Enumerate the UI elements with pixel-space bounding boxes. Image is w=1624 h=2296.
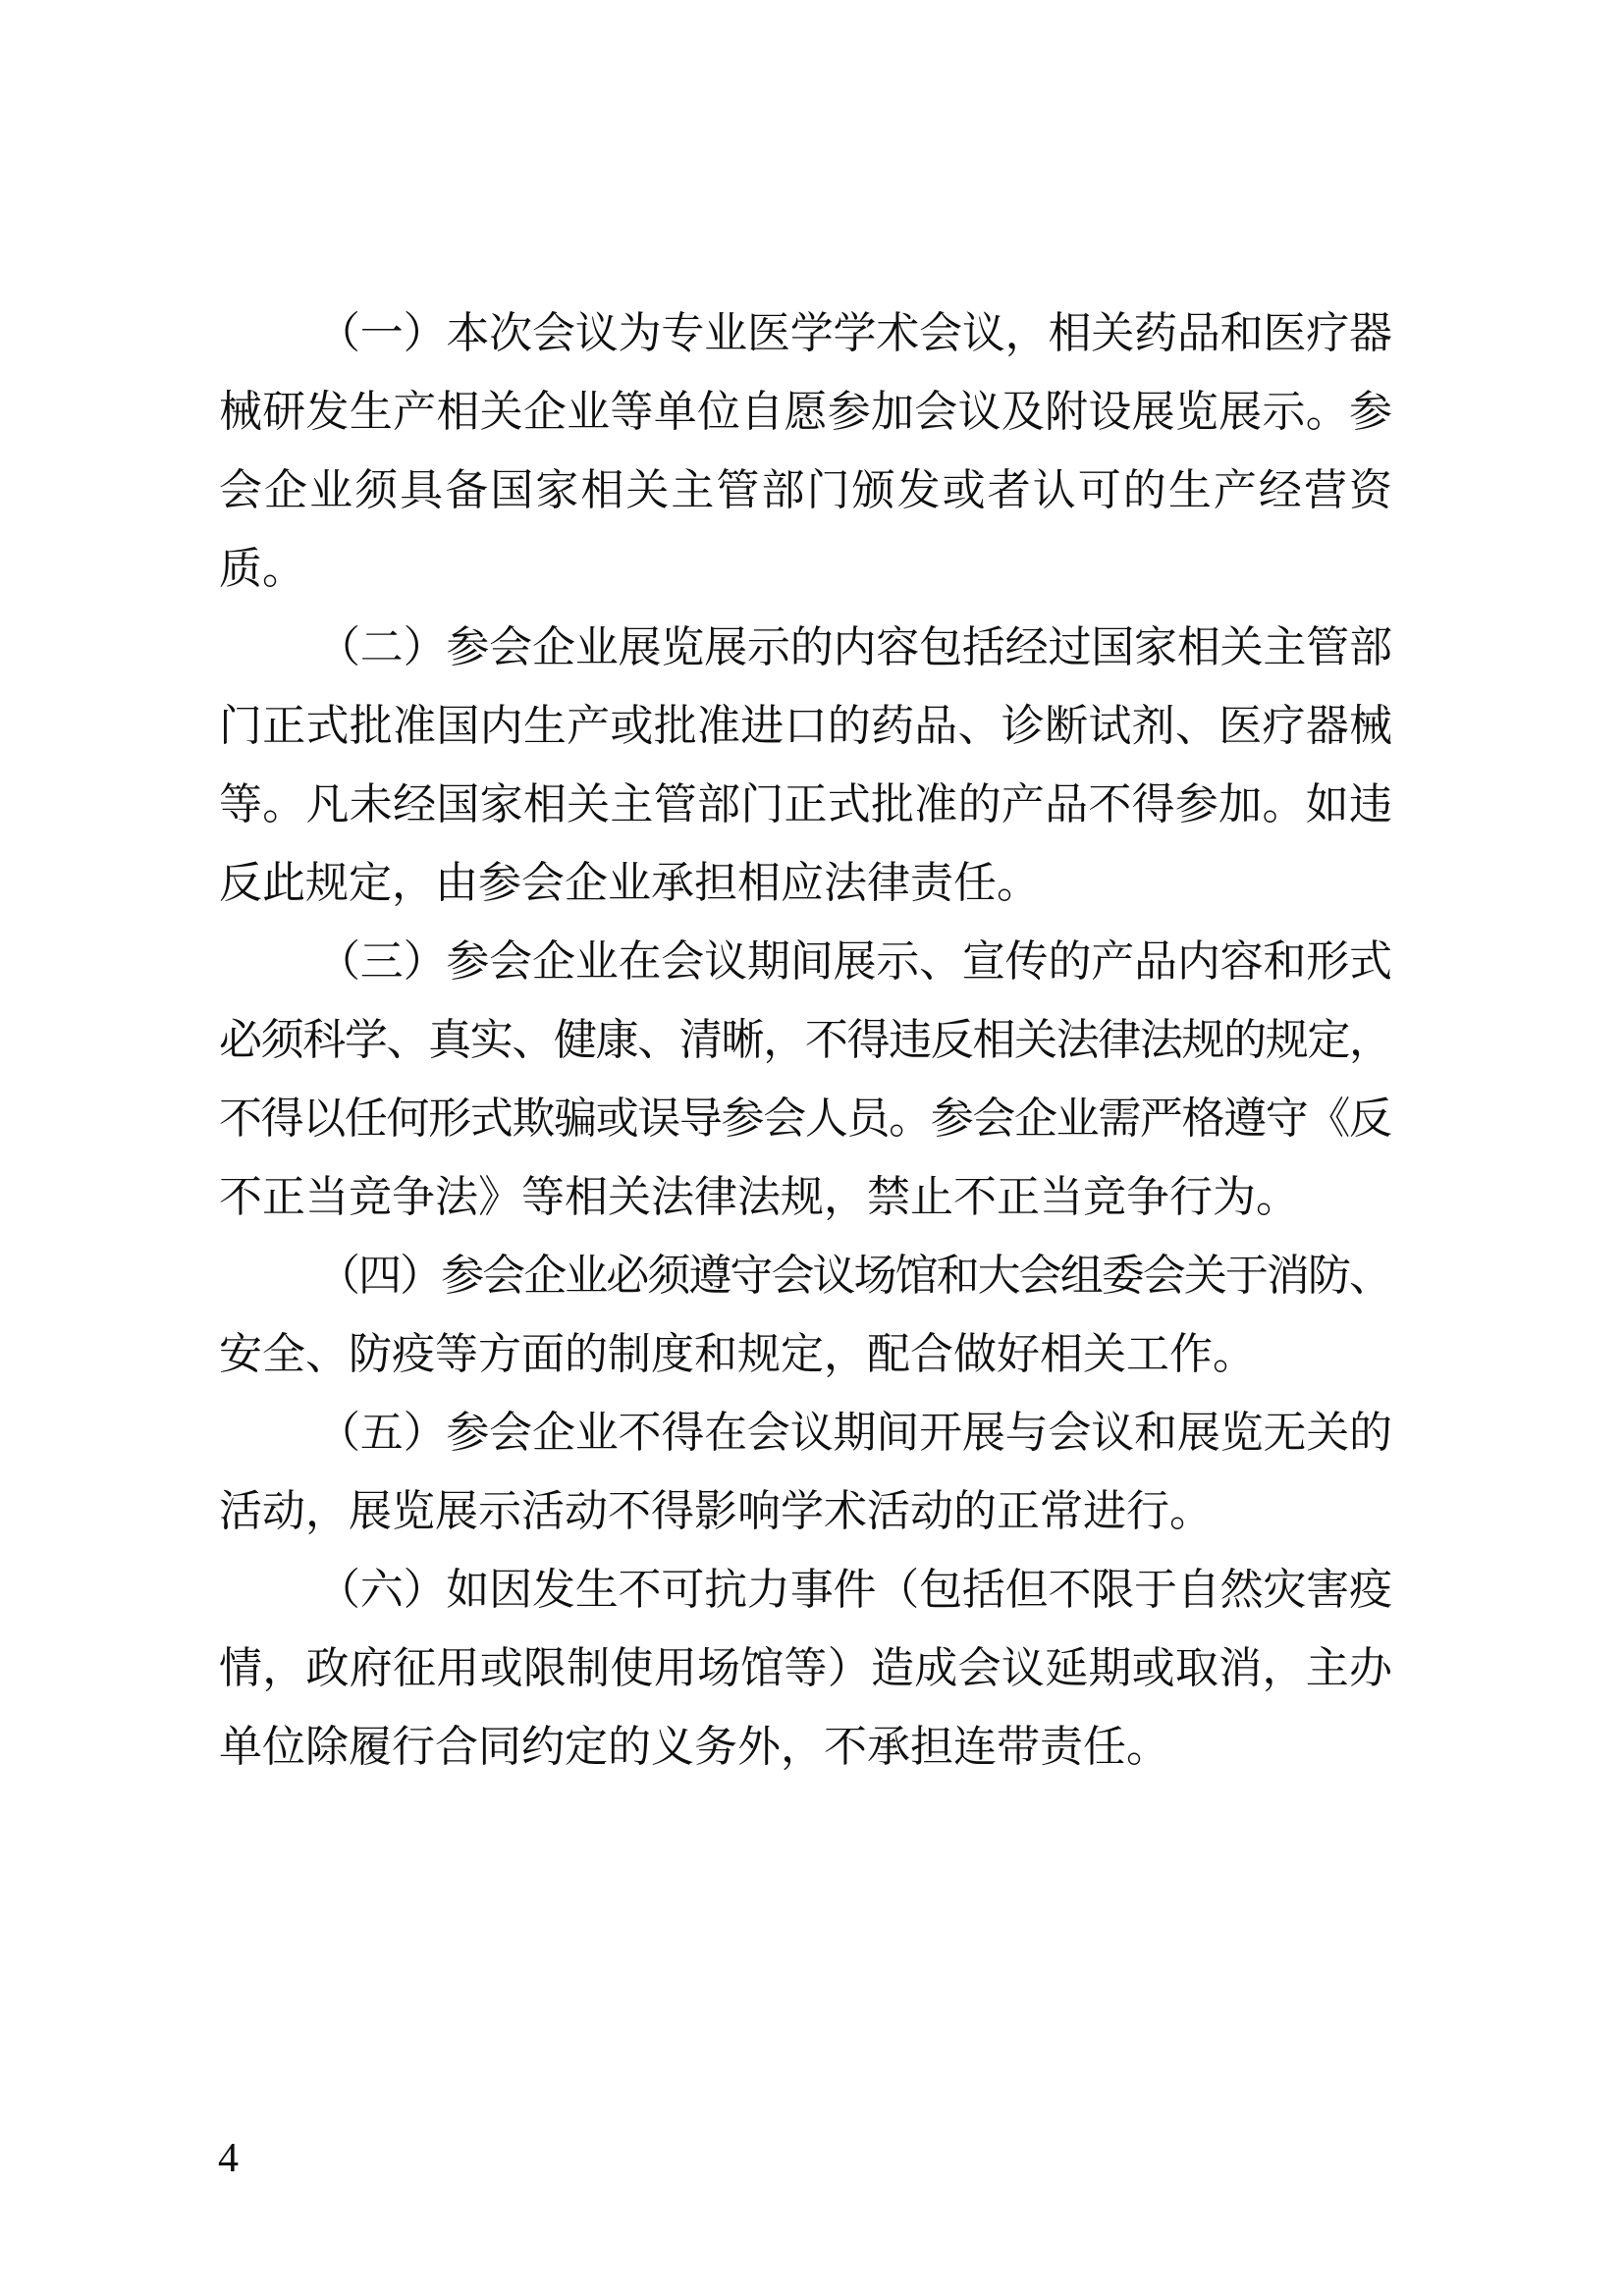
text-line-text: 情，政府征用或限制使用场馆等）造成会议延期或取消，主办 (219, 1644, 1393, 1692)
text-line-text: 等。凡未经国家相关主管部门正式批准的产品不得参加。如违 (219, 780, 1393, 828)
text-line-text: 单位除履行合同约定的义务外，不承担连带责任。 (219, 1723, 1169, 1771)
text-line (219, 1551, 1392, 1629)
text-line (219, 1629, 1392, 1708)
document-body (219, 294, 1395, 1787)
text-line-text: 不正当竞争法》等相关法律法规，禁止不正当竞争行为。 (219, 1173, 1299, 1221)
text-line (219, 1708, 1392, 1787)
text-line-text: 活动，展览展示活动不得影响学术活动的正常进行。 (219, 1487, 1213, 1535)
page-number: 4 (218, 2136, 239, 2181)
text-line-text: 安全、防疫等方面的制度和规定，配合做好相关工作。 (219, 1330, 1256, 1378)
text-line (219, 923, 1392, 1001)
text-line (219, 609, 1392, 687)
paragraph (219, 609, 1392, 923)
text-line (219, 1315, 1392, 1394)
text-line (219, 687, 1392, 766)
text-line-text: （五）参会企业不得在会议期间开展与会议和展览无关的 (317, 1409, 1392, 1457)
text-line-text: （二）参会企业展览展示的内容包括经过国家相关主管部 (317, 623, 1392, 671)
text-line-text: 必须科学、真实、健康、清晰，不得违反相关法律法规的规定， (219, 1016, 1391, 1064)
paragraph (219, 1551, 1392, 1787)
text-line-text: （一）本次会议为专业医学学术会议，相关药品和医疗器 (317, 309, 1392, 357)
text-line (219, 1472, 1392, 1551)
text-line-text: （四）参会企业必须遵守会议场馆和大会组委会关于消防、 (317, 1252, 1391, 1300)
text-line (219, 1001, 1392, 1080)
text-line-text: 门正式批准国内生产或批准进口的药品、诊断试剂、医疗器械 (219, 702, 1393, 750)
paragraph (219, 1237, 1392, 1394)
text-line (219, 373, 1392, 452)
text-line (219, 1158, 1392, 1237)
text-line-text: 质。 (219, 545, 305, 593)
text-line (219, 1394, 1392, 1472)
text-line (219, 452, 1395, 530)
paragraph (219, 294, 1395, 609)
text-line-text: 不得以任何形式欺骗或误导参会人员。参会企业需严格遵守《反 (219, 1095, 1391, 1143)
paragraph (219, 1394, 1392, 1551)
text-line-text: 械研发生产相关企业等单位自愿参加会议及附设展览展示。参 (219, 388, 1393, 436)
text-line-text: （三）参会企业在会议期间展示、宣传的产品内容和形式 (317, 937, 1392, 986)
text-line-text: （六）如因发生不可抗力事件（包括但不限于自然灾害疫 (317, 1566, 1392, 1614)
paragraph (219, 923, 1392, 1237)
text-line (219, 1237, 1392, 1315)
text-line-text: 反此规定，由参会企业承担相应法律责任。 (219, 859, 1040, 907)
text-line (219, 1080, 1392, 1158)
text-line (219, 766, 1392, 844)
text-line (219, 844, 1392, 923)
text-line (219, 294, 1392, 373)
text-line-text: 会企业须具备国家相关主管部门颁发或者认可的生产经营资 (219, 466, 1395, 514)
text-line (219, 530, 1392, 609)
